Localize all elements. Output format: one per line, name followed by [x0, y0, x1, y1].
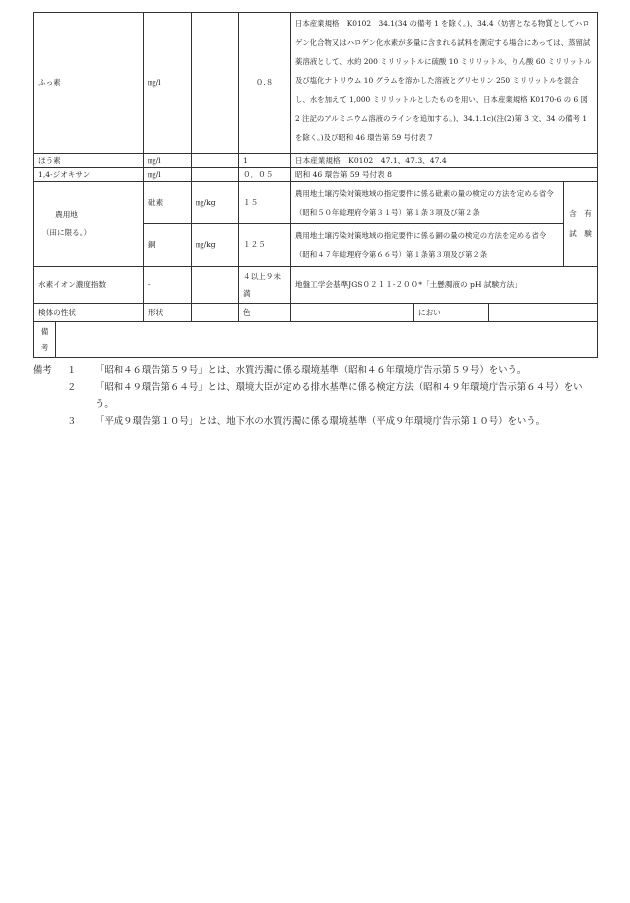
item-name: 1,4-ジオキサン: [34, 168, 144, 182]
farmland-label-line1: 農用地: [55, 210, 78, 219]
table-row-arsenic: [34, 182, 598, 224]
note-2: [33, 379, 597, 413]
content-test-label: [564, 182, 598, 267]
note-number: ３: [67, 416, 77, 427]
standard-value: ０.８: [239, 13, 291, 154]
unit: -: [144, 267, 192, 304]
standard-value: １５: [239, 182, 291, 224]
unit: ㎎/l: [144, 154, 192, 168]
unit: ㎎/l: [144, 168, 192, 182]
color-label: 色: [239, 304, 291, 322]
table-row-ph: [34, 267, 598, 304]
test-method: 日本産業規格 K0102 47.1、47.3、47.4: [291, 154, 598, 168]
blank-cell: [192, 13, 239, 154]
color-value: [291, 304, 489, 322]
blank-cell: [192, 154, 239, 168]
test-method: 昭和 46 環告第 59 号付表 8: [291, 168, 598, 182]
item-name: 銅: [144, 224, 192, 267]
note-1: [33, 362, 597, 379]
blank-cell: [192, 168, 239, 182]
item-name: ほう素: [34, 154, 144, 168]
color-value-cell: [291, 304, 414, 321]
item-name: ふっ素: [34, 13, 144, 154]
remarks-value: [56, 322, 598, 358]
notes-section: [33, 362, 597, 430]
table-row-remarks: [34, 322, 598, 358]
properties-label: 検体の性状: [34, 304, 144, 322]
note-text: 「平成９環告第１０号」とは、地下水の水質汚濁に係る環境基準（平成９年環境庁告示第１０号）をいう。: [95, 416, 546, 427]
note-text: 「昭和４９環告第６４号」とは、環境大臣が定める排水基準に係る検定方法（昭和４９年環境庁告示第６４号）をいう。: [95, 382, 583, 410]
unit: ㎎/kg: [192, 182, 239, 224]
remarks-label: [34, 322, 56, 358]
smell-label: におい: [418, 308, 441, 317]
content-test-line2: 試 験: [569, 229, 592, 238]
farmland-label: [34, 182, 144, 267]
standard-value: 1: [239, 154, 291, 168]
note-text: 「昭和４６環告第５９号」とは、水質汚濁に係る環境基準（昭和４６年環境庁告示第５９号）をいう。: [95, 365, 527, 376]
test-method: 日本産業規格 K0102 34.1(34 の備考 1 を除く。)、34.4（妨害となる物質としてハロゲン化合物又はハロゲン化水素が多量に含まれる試料を測定する場合にあっては、蒸留試薬溶液として、水約 200 ミリリットルに硫酸 10 ミリリットル、りん酸 60 ミリリットル及び塩化ナトリウム 10 グラムを溶かした溶液とグリセリン 250 ミリリットルを混合し、水を加えて 1,000 ミリリットルとしたものを用い、日本産業規格 K0170-6 の 6 図 2 注記のアルミニウム溶液のラインを追加する。)、34.1.1c)(注(2)第 3 文、34 の備考 1 を除く。)及び昭和 46 環告第 59 号付表 7: [291, 13, 598, 154]
document: [33, 12, 597, 430]
table-row-boron: [34, 154, 598, 168]
item-name: 水素イオン濃度指数: [34, 267, 144, 304]
unit: ㎎/l: [144, 13, 192, 154]
content-test-line1: 含 有: [569, 209, 592, 218]
smell-value: [489, 304, 598, 322]
remarks-label-line1: 備: [40, 326, 49, 336]
note-number: ２: [67, 382, 77, 393]
standard-value: ４以上９未満: [239, 267, 291, 304]
note-3: [33, 413, 597, 430]
standard-value: ０．０５: [239, 168, 291, 182]
shape-value: [192, 304, 239, 322]
item-name: 砒素: [144, 182, 192, 224]
notes-heading: 備考: [33, 365, 52, 376]
table-row-dioxane: [34, 168, 598, 182]
farmland-label-line2: （田に限る。）: [41, 228, 92, 237]
blank-cell: [192, 267, 239, 304]
table-row-properties: [34, 304, 598, 322]
note-number: １: [67, 365, 77, 376]
test-method: 農用地土壌汚染対策地域の指定要件に係る銅の量の検定の方法を定める省令（昭和４７年総理府令第６６号）第１条第３項及び第２条: [291, 224, 564, 267]
shape-label: 形状: [144, 304, 192, 322]
unit: ㎎/kg: [192, 224, 239, 267]
standard-value: １２５: [239, 224, 291, 267]
test-method: 地盤工学会基準JGS０２１１-２００*「土懸濁液の pH 試験方法」: [291, 267, 598, 304]
standards-table: [33, 12, 598, 358]
test-method: 農用地土壌汚染対策地域の指定要件に係る砒素の量の検定の方法を定める省令（昭和５０年総理府令第３１号）第１条３項及び第２条: [291, 182, 564, 224]
table-row-fluorine: [34, 13, 598, 154]
remarks-label-line2: 考: [40, 342, 49, 352]
